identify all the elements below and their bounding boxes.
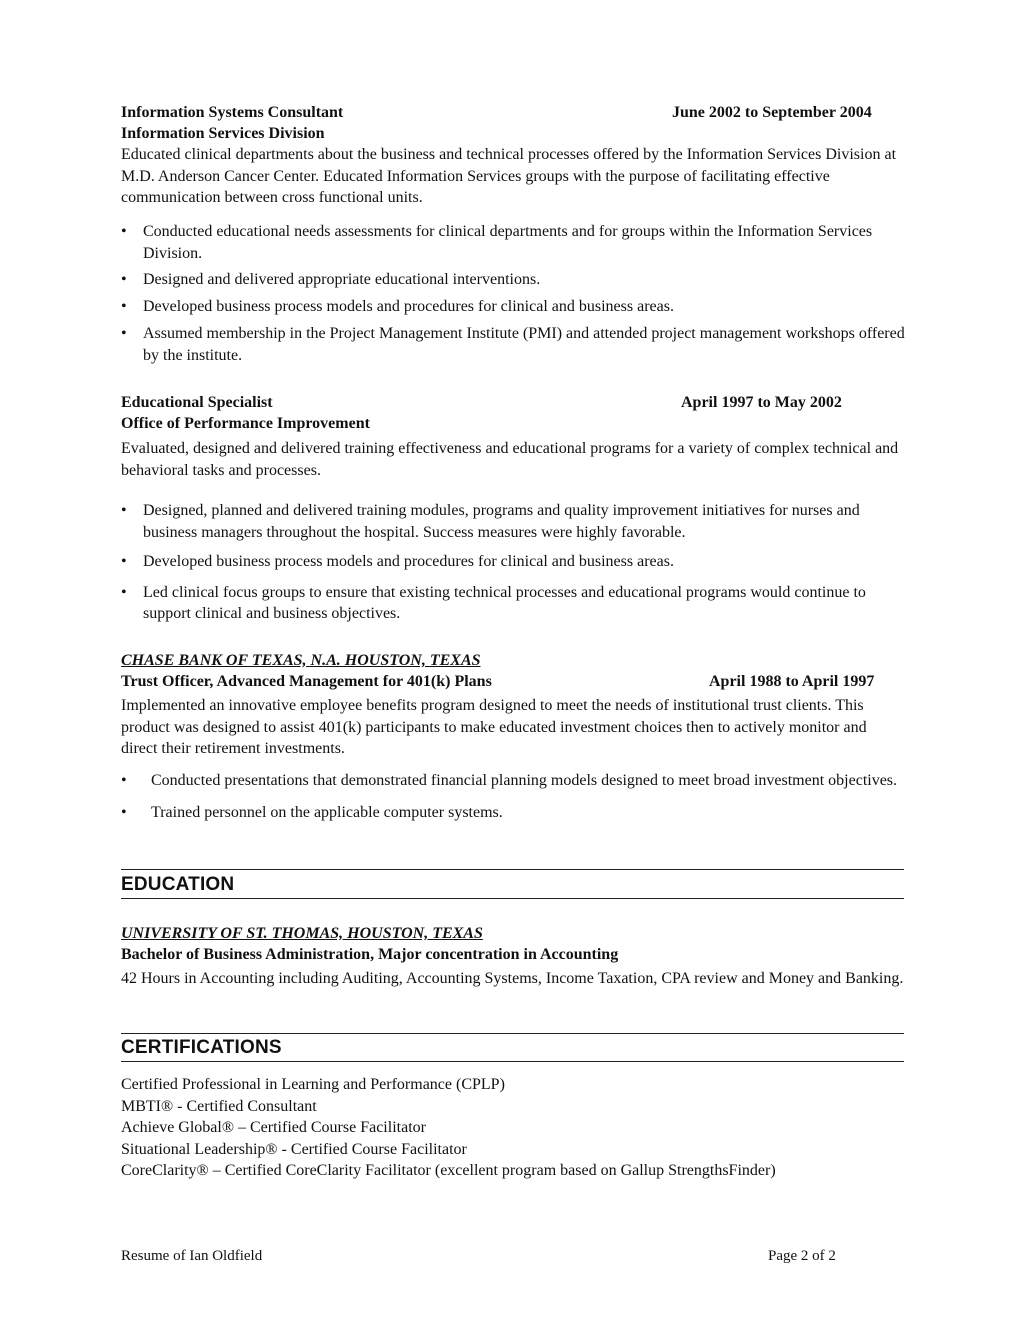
employer-name: CHASE BANK OF TEXAS, N.A. HOUSTON, TEXAS	[121, 652, 481, 669]
bullet-icon: •	[121, 297, 127, 315]
bullet-icon: •	[121, 553, 127, 570]
job-division: Information Services Division	[121, 125, 325, 142]
job-bullets	[121, 221, 911, 366]
section-divider	[121, 869, 904, 870]
job-bullets	[121, 500, 911, 625]
bullet-icon: •	[121, 223, 127, 240]
certifications-list	[121, 1074, 776, 1182]
bullet-icon: •	[121, 325, 127, 342]
job-title: Trust Officer, Advanced Management for 401(k) Plans	[121, 673, 492, 690]
list-item: • Assumed membership in the Project Management Institute (PMI) and attended project management workshops offered by the institute.	[121, 325, 905, 364]
job-dates: June 2002 to September 2004	[672, 104, 872, 121]
list-item: • Developed business process models and procedures for clinical and business areas.	[121, 551, 911, 573]
section-heading-education: EDUCATION	[121, 874, 235, 895]
section-divider	[121, 1033, 904, 1034]
job-title: Information Systems Consultant	[121, 104, 344, 121]
job-description: Evaluated, designed and delivered training effectiveness and educational programs for a variety of complex technical and behavioral tasks and processes.	[121, 440, 899, 479]
footer-document-name: Resume of Ian Oldfield	[121, 1248, 263, 1264]
job-dates: April 1997 to May 2002	[681, 394, 842, 411]
list-item: • Conducted presentations that demonstrated financial planning models designed to meet broad investment objectives.	[121, 770, 911, 792]
education-details: 42 Hours in Accounting including Auditing, Accounting Systems, Income Taxation, CPA review and Money and Banking.	[121, 970, 904, 987]
bullet-icon: •	[121, 271, 127, 288]
list-item: CoreClarity® – Certified CoreClarity Facilitator (excellent program based on Gallup StrengthsFinder)	[121, 1162, 776, 1179]
bullet-icon: •	[121, 803, 127, 821]
job-dates: April 1988 to April 1997	[709, 673, 875, 690]
list-item: Certified Professional in Learning and Performance (CPLP)	[121, 1076, 505, 1093]
job-bullets	[121, 770, 911, 823]
list-item: • Designed and delivered appropriate educational interventions.	[121, 269, 911, 291]
job-description: Educated clinical departments about the business and technical processes offered by the Information Services Division at M.D. Anderson Cancer Center. Educated Information Services groups with the purpose of facilitating effective communication between cross functional units.	[121, 146, 897, 206]
job-description: Implemented an innovative employee benefits program designed to meet the needs of institutional trust clients. This product was designed to assist 401(k) participants to make educated investment choices then to actively monitor and direct their retirement investments.	[121, 697, 867, 757]
list-item: • Conducted educational needs assessments for clinical departments and for groups within the Information Services Division.	[121, 223, 873, 262]
list-item: MBTI® - Certified Consultant	[121, 1097, 317, 1115]
bullet-icon: •	[121, 772, 127, 789]
list-item: Situational Leadership® - Certified Course Facilitator	[121, 1140, 467, 1158]
section-heading-certifications: CERTIFICATIONS	[121, 1037, 282, 1058]
school-name: UNIVERSITY OF ST. THOMAS, HOUSTON, TEXAS	[121, 925, 483, 942]
list-item: Achieve Global® – Certified Course Facilitator	[121, 1119, 426, 1136]
bullet-icon: •	[121, 502, 127, 519]
list-item: • Trained personnel on the applicable computer systems.	[121, 802, 911, 824]
degree: Bachelor of Business Administration, Major concentration in Accounting	[121, 946, 619, 963]
job-title: Educational Specialist	[121, 394, 273, 411]
section-divider	[121, 898, 904, 899]
list-item: • Developed business process models and procedures for clinical and business areas.	[121, 296, 911, 318]
job-division: Office of Performance Improvement	[121, 415, 370, 432]
list-item: • Designed, planned and delivered training modules, programs and quality improvement initiatives for nurses and business managers throughout the hospital. Success measures were highly favorable.	[121, 502, 860, 541]
footer-page-number: Page 2 of 2	[768, 1248, 836, 1264]
section-divider	[121, 1061, 904, 1062]
bullet-icon: •	[121, 583, 127, 601]
list-item: • Led clinical focus groups to ensure that existing technical processes and educational programs would continue to support clinical and business objectives.	[121, 583, 866, 622]
